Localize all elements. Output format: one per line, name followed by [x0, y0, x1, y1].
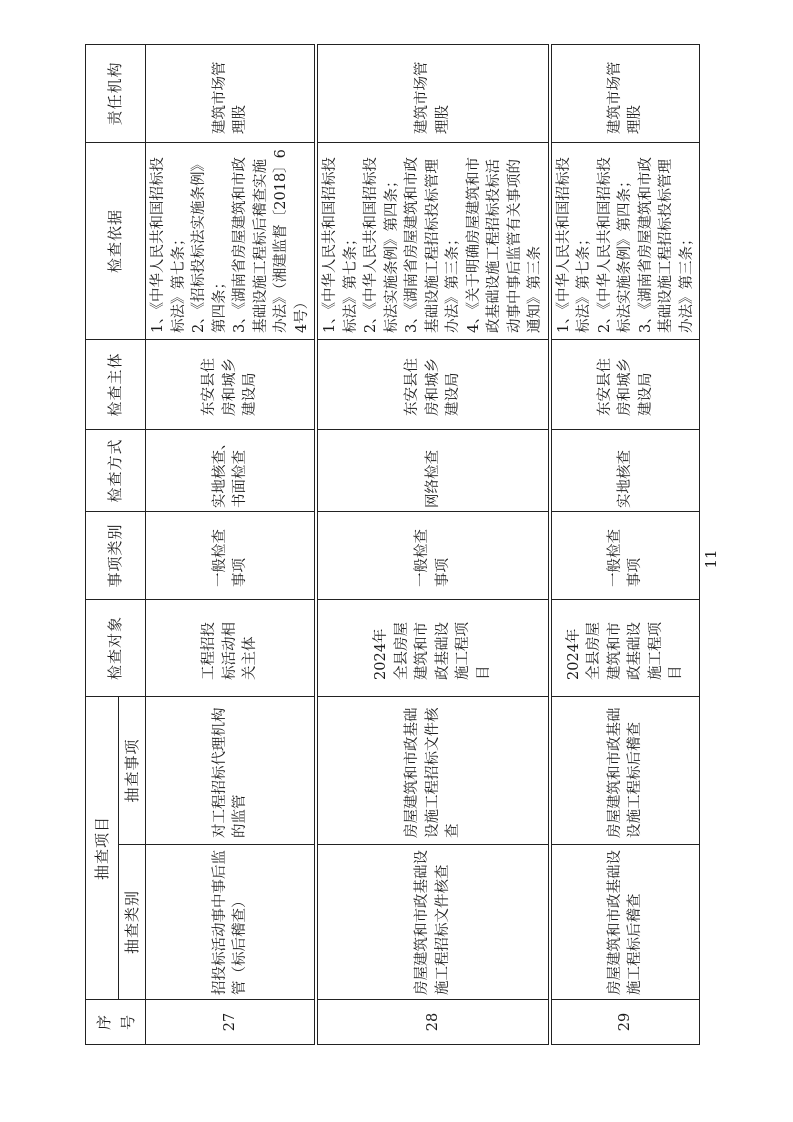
header-row-top — [86, 44, 119, 1044]
table-row — [550, 44, 700, 1044]
header-responsible: 责任机构 — [86, 44, 146, 142]
cell-basis — [316, 142, 550, 339]
basis-clause: 3、《湖南省房屋建筑和市政基础设施工程招标投标管理办法》第三条； — [404, 157, 461, 333]
cell-subject: 东安县住房和城乡建设局 — [316, 339, 550, 429]
cell-responsible: 建筑市场管理股 — [550, 44, 700, 142]
cell-item: 房屋建筑和市政基础设施工程招标文件核查 — [316, 696, 550, 844]
cell-basis — [550, 142, 700, 339]
basis-clause: 1、《中华人民共和国招标投标法》第七条； — [150, 157, 187, 333]
header-subject: 检查主体 — [86, 339, 146, 429]
inspection-table — [85, 44, 700, 1045]
cell-seq: 28 — [316, 1000, 550, 1045]
table-row — [316, 44, 550, 1044]
basis-clause: 4、《关于明确房屋建筑和市政基础设施工程招标投标活动事中事后监管有关事项的通知》第三条 — [465, 157, 543, 333]
table-row — [146, 44, 317, 1044]
header-item: 抽查事项 — [119, 696, 146, 844]
cell-category: 房屋建筑和市政基础设施工程招标文件核查 — [316, 845, 550, 1000]
cell-target: 2024年全县房屋建筑和市政基础设施工程项目 — [550, 599, 700, 696]
cell-target: 2024年全县房屋建筑和市政基础设施工程项目 — [316, 599, 550, 696]
cell-seq: 29 — [550, 1000, 700, 1045]
cell-category: 房屋建筑和市政基础设施工程标后稽查 — [550, 845, 700, 1000]
basis-clause: 3、《湖南省房屋建筑和市政基础设施工程招标投标管理办法》第三条； — [637, 157, 695, 333]
basis-clause: 1、《中华人民共和国招标投标法》第七条； — [322, 157, 359, 333]
header-seq: 序号 — [86, 1000, 146, 1045]
cell-method: 实地核查、书面检查 — [146, 429, 317, 511]
cell-subject: 东安县住房和城乡建设局 — [550, 339, 700, 429]
header-category: 抽查类别 — [119, 845, 146, 1000]
cell-item: 对工程招标代理机构的监管 — [146, 696, 317, 844]
cell-item-type: 一般检查事项 — [316, 511, 550, 599]
header-project-group: 抽查项目 — [86, 696, 119, 999]
table-body — [146, 44, 700, 1044]
cell-target: 工程招投标活动相关主体 — [146, 599, 317, 696]
basis-clause: 2、《中华人民共和国招标投标法实施条例》第四条； — [596, 157, 633, 333]
cell-responsible: 建筑市场管理股 — [316, 44, 550, 142]
cell-item-type: 一般检查事项 — [146, 511, 317, 599]
header-basis: 检查依据 — [86, 142, 146, 339]
cell-item: 房屋建筑和市政基础设施工程标后稽查 — [550, 696, 700, 844]
cell-responsible: 建筑市场管理股 — [146, 44, 317, 142]
cell-method: 实地核查 — [550, 429, 700, 511]
basis-clause: 1、《中华人民共和国招标投标法》第七条； — [555, 157, 592, 333]
cell-seq: 27 — [146, 1000, 317, 1045]
table-header — [86, 44, 146, 1044]
header-item-type: 事项类别 — [86, 511, 146, 599]
basis-clause: 2、《中华人民共和国招标投标法实施条例》第四条； — [363, 157, 400, 333]
cell-category: 招投标活动事中事后监管（标后稽查） — [146, 845, 317, 1000]
cell-method: 网络检查 — [316, 429, 550, 511]
cell-basis — [146, 142, 317, 339]
page-number: 11 — [702, 549, 720, 569]
basis-clause: 2、《招标投标法实施条例》第四条； — [191, 157, 228, 333]
cell-subject: 东安县住房和城乡建设局 — [146, 339, 317, 429]
header-method: 检查方式 — [86, 429, 146, 511]
cell-item-type: 一般检查事项 — [550, 511, 700, 599]
basis-clause: 3、《湖南省房屋建筑和市政基础设施工程标后稽查实施办法》（湘建监督〔2018〕64号） — [232, 149, 310, 333]
header-target: 检查对象 — [86, 599, 146, 696]
